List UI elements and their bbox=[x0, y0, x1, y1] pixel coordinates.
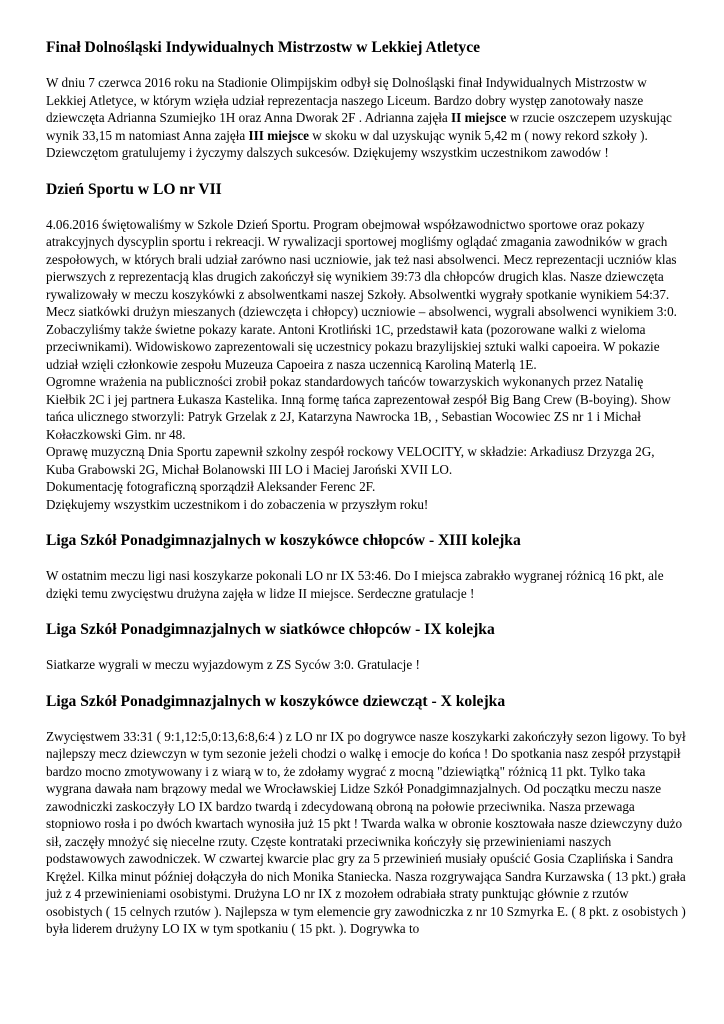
section-title-boys-basketball: Liga Szkół Ponadgimnazjalnych w koszykówce chłopców - XIII kolejka bbox=[46, 532, 521, 549]
boys-basketball-text: W ostatnim meczu ligi nasi koszykarze pokonali LO nr IX 53:46. Do I miejsca zabrakło wygranej różnicą 16 pkt, ale dzięki temu zwycięstwu drużyna zajęła w lidze II miejsce. Serdeczne gratulacje ! bbox=[46, 568, 664, 601]
section-title-boys-volleyball: Liga Szkół Ponadgimnazjalnych w siatkówce chłopców - IX kolejka bbox=[46, 621, 495, 638]
sports-day-paragraph: Zobaczyliśmy także świetne pokazy karate. Antoni Krotliński 1C, przedstawił kata (pozorowane walki z wieloma przeciwnikami). Widowiskowo zaprezentowali się uczestnicy pokazu brazylijskiej sztuki walki capoeira. W pokazie udział wzięli członkowie zespołu Muzeuza Capoeira z nasza uczennicą Karoliną Materlą 1E. bbox=[46, 321, 660, 372]
section-title-girls-basketball: Liga Szkół Ponadgimnazjalnych w koszykówce dziewcząt - X kolejka bbox=[46, 692, 506, 710]
boys-volleyball-text: Siatkarze wygrali w meczu wyjazdowym z ZS Syców 3:0. Gratulacje ! bbox=[46, 657, 420, 672]
sports-day-paragraph: Dziękujemy wszystkim uczestnikom i do zobaczenia w przyszłym roku! bbox=[46, 496, 429, 512]
sports-day-paragraph: Ogromne wrażenia na publiczności zrobił pokaz standardowych tańców towarzyskich wykonanych przez Natalię Kiełbik 2C i jej partnera Łukasza Kastelika. Inną formę tańca zaprezentował zespół Big Bang Crew (B-boying). Show tańca ulicznego stworzyli: Patryk Grzelak z 2J, Katarzyna Nawrocka 1B, , Sebastian Wocowiec ZS nr 1 i Michał Kołaczkowski Gim. nr 48. bbox=[46, 374, 671, 442]
athletics-congrats: Dziewczętom gratulujemy i życzymy dalszych sukcesów. Dziękujemy wszystkim uczestnikom zawodów ! bbox=[46, 145, 609, 160]
athletics-text-c: w rzucie oszczepem uzyskując wynik 33,15 m natomiast Anna zajęła bbox=[46, 110, 672, 143]
section-title-athletics: Finał Dolnośląski Indywidualnych Mistrzostw w Lekkiej Atletyce bbox=[46, 39, 481, 56]
athletics-place-3: III miejsce bbox=[248, 127, 309, 143]
girls-basketball-text: Zwycięstwem 33:31 ( 9:1,12:5,0:13,6:8,6:4 ) z LO nr IX po dogrywce nasze koszykarki zakończyły sezon ligowy. To był najlepszy mecz dziewczyn w tym sezonie jeżeli chodzi o walkę i emocje do końca ! Do spotkania nasz zespół przystąpił bardzo mocno zmotywowany i z wiarą w to, że zdołamy wygrać z mocną "dziewiątką" różnicą 11 pkt. Tylko taka wygrana dawała nam brązowy medal we Wrocławskiej Lidze Szkół Ponadgimnazjalnych. Od początku meczu nasze zawodniczki zaskoczyły LO IX bardzo twardą i zdecydowaną obroną na połowie przeciwnika. Nasza przewaga stopniowo rosła i po dwóch kwartach wynosiła już 15 pkt ! Twarda walka w obronie kosztowała nasze dziewczyny dużo sił, zaczęły mnożyć się niecelne rzuty. Częste kontrataki przeciwnika kończyły się przewinieniami naszych podstawowych zawodniczek. W czwartej kwarcie plac gry za 5 przewinień musiały opuścić Gosia Czaplińska i Sandra Krężel. Kilka minut później dołączyła do nich Monika Staniecka. Nasza rozgrywająca Sandra Kurzawska ( 13 pkt.) grała już z 4 przewinieniami osobistymi. Drużyna LO nr IX z mozołem odrabiała straty punktując głównie z rzutów osobistych ( 15 celnych rzutów ). Najlepsza w tym elemencie gry zawodniczka z nr 10 Szmyrka E. ( 8 pkt. z osobistych ) była liderem drużyny LO IX w tym spotkaniu ( 15 pkt. ). Dogrywka to bbox=[46, 728, 686, 936]
sports-day-paragraph: Dokumentację fotograficzną sporządził Aleksander Ferenc 2F. bbox=[46, 479, 376, 494]
document-page bbox=[46, 38, 686, 938]
sports-day-paragraph: 4.06.2016 świętowaliśmy w Szkole Dzień Sportu. Program obejmował współzawodnictwo sportowe oraz pokazy atrakcyjnych dyscyplin sportu i rekreacji. W rywalizacji sportowej mogliśmy oglądać zmagania zawodników w grach zespołowych, w których brali udział zarówno nasi uczniowie, jak też nasi absolwenci. Mecz reprezentacji uczniów klas pierwszych z reprezentacją klas drugich zakończył się wynikiem 39:73 dla chłopców drugich klas. Nasze dziewczęta rywalizowały w meczu koszykówki z absolwentkami naszej Szkoły. Absolwentki wygrały spotkanie wynikiem 54:37. Mecz siatkówki drużyn mieszanych (dziewczęta i chłopcy) uczniowie – absolwenci, wygrali absolwenci wynikiem 3:0. bbox=[46, 216, 677, 319]
athletics-place-2: II miejsce bbox=[451, 110, 507, 125]
athletics-text-a: W dniu 7 czerwca 2016 roku na Stadionie Olimpijskim odbył się Dolnośląski finał Indywidualnych Mistrzostw w Lekkiej Atletyce, w którym wzięła udział reprezentacja naszego Liceum. Bardzo dobry występ zanotowały nasze dziewczęta Adrianna Szumiejko 1H oraz Anna Dworak 2F . Adrianna zajęła bbox=[46, 75, 647, 125]
sports-day-paragraph: Oprawę muzyczną Dnia Sportu zapewnił szkolny zespół rockowy VELOCITY, w składzie: Arkadiusz Drzyzga 2G, Kuba Grabowski 2G, Michał Bolanowski III LO i Maciej Jaroński XVII LO. bbox=[46, 444, 655, 477]
athletics-text-d: w skoku w dal uzyskując wynik 5,42 m ( nowy rekord szkoły ). bbox=[308, 127, 648, 143]
section-title-sports-day: Dzień Sportu w LO nr VII bbox=[46, 180, 222, 198]
athletics-paragraph bbox=[46, 74, 686, 144]
